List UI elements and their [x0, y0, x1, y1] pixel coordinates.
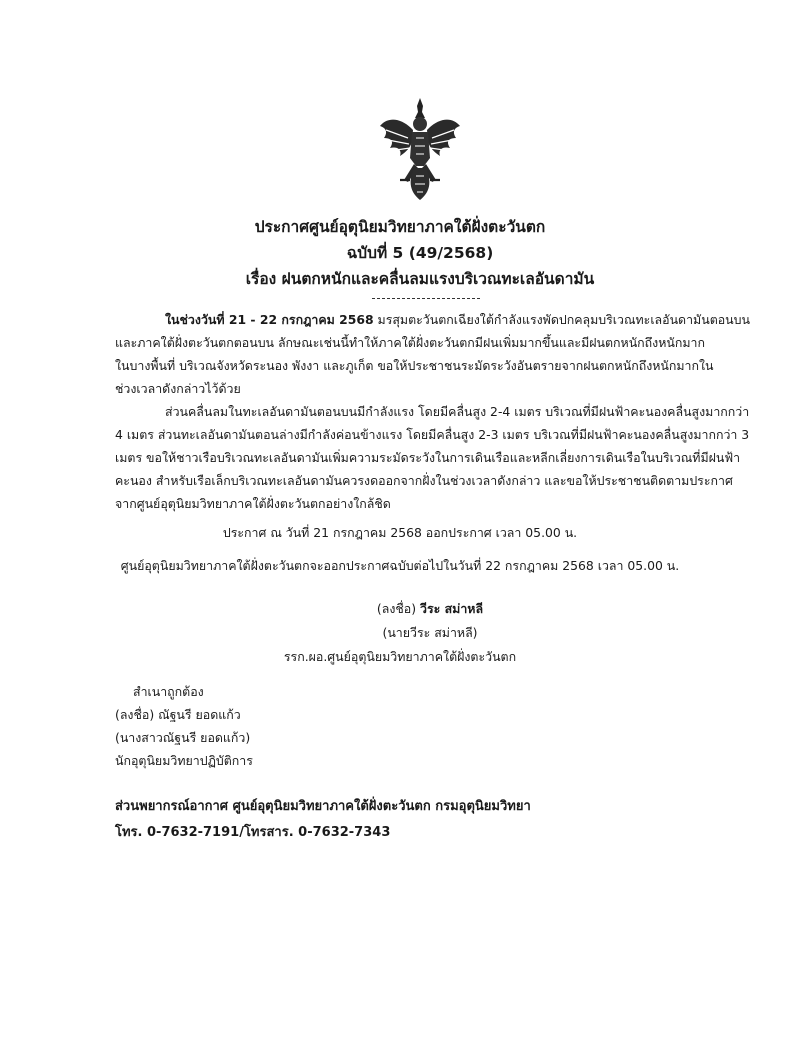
paragraph-1: ในช่วงวันที่ 21 - 22 กรกฎาคม 2568 มรสุมตะวันตกเฉียงใต้กำลังแรงพัดปกคลุมบริเวณทะเลอันดามันตอนบน และภาคใต้ฝั่งตะวันตกตอนบน ลักษณะเช่นนี้ทำให้ภาคใต้ฝั่งตะวันตกมีฝนเพิ่มมากขึ้นและมีฝนตกหนักถึงหนักมาก ในบางพื้นที่ บริเวณจังหวัดระนอง พังงา และภูเก็ต ขอให้ประชาชนระมัดระวังอันตรายจากฝนตกหนักถึงหนักมากใน ช่วงเวลาดังกล่าวไว้ด้วย	[115, 312, 750, 396]
certified-copy-block	[115, 680, 253, 772]
office-contact: โทร. 0-7632-7191/โทรสาร. 0-7632-7343	[115, 825, 391, 840]
office-name: ส่วนพยากรณ์อากาศ ศูนย์อุตุนิยมวิทยาภาคใต้ฝั่งตะวันตก กรมอุตุนิยมวิทยา	[115, 799, 531, 814]
signer-position: รรก.ผอ.ศูนย์อุตุนิยมวิทยาภาคใต้ฝั่งตะวันตก	[283, 649, 517, 664]
issue-number: ฉบับที่ 5 (49/2568)	[346, 244, 494, 262]
signed-by: (ลงชื่อ) วีระ สม่าหลี	[376, 601, 484, 616]
announcement-body	[115, 308, 755, 515]
garuda-emblem-icon	[378, 96, 462, 202]
signer-full-name: (นายวีระ สม่าหลี)	[382, 625, 478, 640]
next-issue-notice: ศูนย์อุตุนิยมวิทยาภาคใต้ฝั่งตะวันตกจะออกประกาศฉบับต่อไปในวันที่ 22 กรกฎาคม 2568 เวลา 05.00 น.	[120, 558, 680, 573]
certifier-full-name: (นางสาวณัฐนรี ยอดแก้ว)	[115, 730, 251, 745]
certifier-signed: (ลงชื่อ) ณัฐนรี ยอดแก้ว	[115, 707, 241, 722]
certified-copy-label: สำเนาถูกต้อง	[133, 684, 204, 699]
date-range-lead: ในช่วงวันที่ 21 - 22 กรกฎาคม 2568	[165, 312, 374, 327]
issued-datetime: ประกาศ ณ วันที่ 21 กรกฎาคม 2568 ออกประกาศ เวลา 05.00 น.	[222, 525, 578, 540]
announcement-title: ประกาศศูนย์อุตุนิยมวิทยาภาคใต้ฝั่งตะวันตก	[254, 218, 546, 236]
announcement-subject: เรื่อง ฝนตกหนักและคลื่นลมแรงบริเวณทะเลอันดามัน	[245, 270, 595, 288]
certifier-position: นักอุตุนิยมวิทยาปฏิบัติการ	[115, 753, 253, 768]
announcement-header	[0, 214, 800, 299]
signature-block	[0, 597, 800, 669]
paragraph-2: ส่วนคลื่นลมในทะเลอันดามันตอนบนมีกำลังแรง โดยมีคลื่นสูง 2-4 เมตร บริเวณที่มีฝนฟ้าคะนองคลื่นสูงมากกว่า 4 เมตร ส่วนทะเลอันดามันตอนล่างมีกำลังค่อนข้างแรง โดยมีคลื่นสูง 2-3 เมตร บริเวณที่มีฝนฟ้าคะนองคลื่นสูงมากกว่า 3 เมตร ขอให้ชาวเรือบริเวณทะเลอันดามันเพิ่มความระมัดระวังในการเดินเรือและหลีกเลี่ยงการเดินเรือในบริเวณที่มีฝนฟ้า คะนอง สำหรับเรือเล็กบริเวณทะเลอันดามันควรงดออกจากฝั่งในช่วงเวลาดังกล่าว และขอให้ประชาชนติดตามประกาศ จากศูนย์อุตุนิยมวิทยาภาคใต้ฝั่งตะวันตกอย่างใกล้ชิด	[115, 404, 750, 511]
header-divider	[372, 298, 480, 299]
issuing-office-footer	[115, 794, 531, 846]
